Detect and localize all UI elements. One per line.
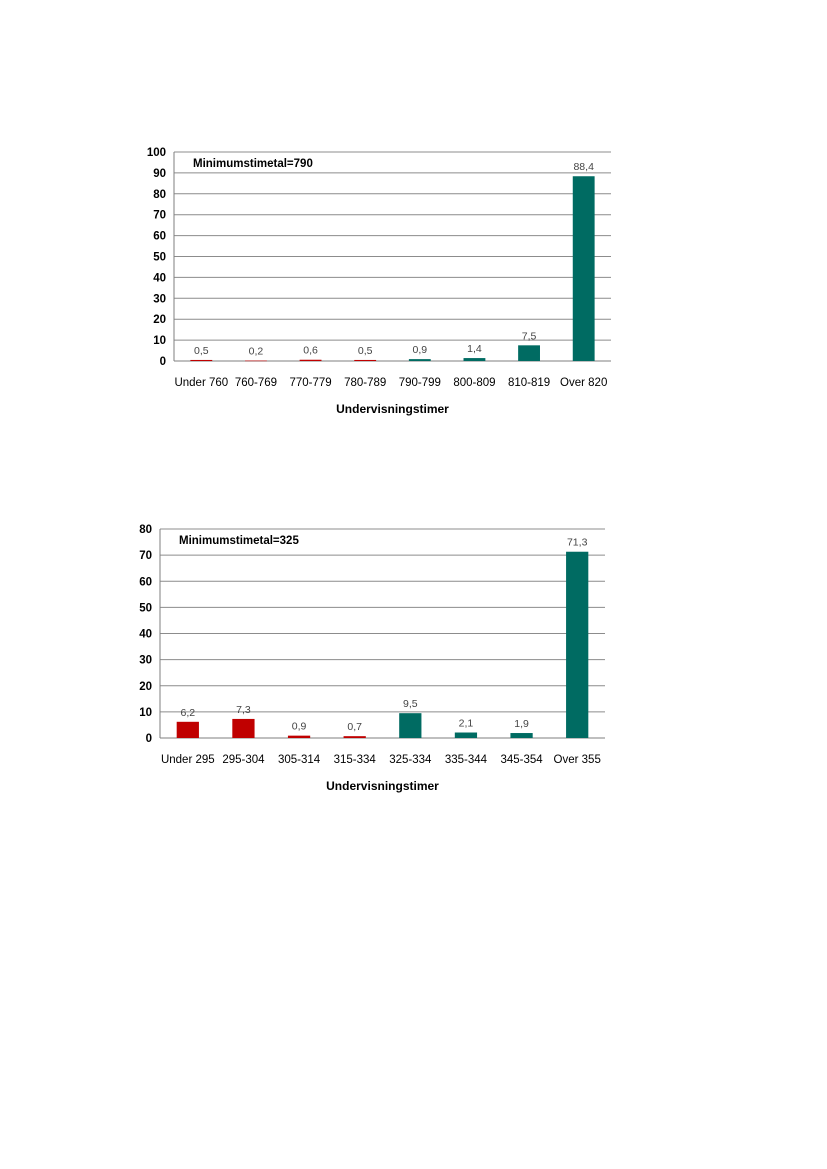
y-tick-label: 0 (145, 733, 152, 745)
data-label: 0,7 (347, 721, 362, 734)
annotation-minimumstimetal: Minimumstimetal=790 (193, 158, 313, 170)
y-tick-label: 60 (153, 230, 166, 243)
chart-1 (0, 140, 827, 430)
x-tick-label: Under 295 (160, 754, 215, 766)
x-tick-label: 790-799 (398, 377, 441, 389)
data-label: 6,2 (180, 706, 196, 719)
x-tick-label: 770-779 (289, 377, 332, 389)
data-label: 7,5 (521, 330, 537, 343)
data-label: 0,6 (303, 344, 318, 357)
x-tick-label: Over 820 (560, 377, 608, 389)
data-label: 88,4 (573, 161, 594, 174)
y-tick-label: 70 (153, 209, 166, 222)
y-tick-label: 20 (153, 314, 166, 327)
bar (177, 722, 199, 738)
x-tick-label: 315-334 (333, 754, 376, 766)
x-tick-label: 810-819 (507, 377, 551, 389)
x-tick-label: 295-304 (222, 754, 265, 766)
y-tick-label: 10 (153, 335, 166, 348)
y-tick-label: 50 (139, 602, 152, 615)
data-label: 71,3 (566, 536, 588, 549)
bar (245, 361, 267, 362)
x-axis-title: Undervisningstimer (336, 402, 449, 416)
data-label: 1,9 (514, 718, 529, 731)
x-axis-title: Undervisningstimer (326, 779, 439, 793)
bar (288, 736, 310, 738)
x-tick-label: 760-769 (234, 377, 278, 389)
data-label: 2,1 (458, 717, 474, 730)
y-tick-label: 80 (153, 188, 166, 201)
x-tick-label: 305-314 (277, 754, 321, 766)
data-label: 0,5 (357, 344, 373, 357)
y-tick-label: 40 (139, 628, 152, 641)
y-tick-label: 30 (153, 293, 166, 306)
x-tick-label: Over 355 (553, 754, 601, 766)
bar (518, 345, 540, 361)
y-tick-label: 90 (153, 167, 166, 180)
x-tick-label: Under 760 (174, 377, 229, 389)
data-label: 7,3 (236, 703, 251, 716)
bar (354, 360, 376, 361)
chart-2 (0, 518, 827, 808)
bar (232, 719, 254, 738)
y-tick-label: 70 (139, 550, 152, 563)
bar (455, 733, 477, 738)
data-label: 0,2 (248, 345, 264, 358)
x-tick-label: 345-354 (500, 754, 543, 766)
bar (399, 713, 421, 738)
y-tick-label: 0 (159, 356, 166, 368)
data-label: 0,9 (412, 344, 428, 357)
y-tick-label: 60 (139, 576, 152, 589)
bar (409, 359, 431, 361)
x-tick-label: 335-344 (444, 754, 488, 766)
chart-2-svg (0, 518, 827, 808)
y-tick-label: 80 (139, 524, 152, 536)
y-tick-label: 20 (139, 680, 152, 693)
y-tick-label: 40 (153, 272, 166, 285)
y-tick-label: 50 (153, 251, 166, 264)
data-label: 1,4 (467, 343, 482, 356)
data-label: 0,5 (194, 344, 209, 357)
bar (190, 360, 212, 361)
x-tick-label: 800-809 (453, 377, 496, 389)
chart-1-svg (0, 140, 827, 430)
y-tick-label: 30 (139, 654, 152, 667)
x-tick-label: 325-334 (389, 754, 432, 766)
y-tick-label: 100 (146, 147, 166, 159)
data-label: 0,9 (291, 720, 307, 733)
bar (510, 733, 532, 738)
bar (464, 358, 486, 361)
annotation-minimumstimetal: Minimumstimetal=325 (179, 535, 299, 547)
bar (300, 360, 322, 361)
y-tick-label: 10 (139, 706, 152, 719)
data-label: 9,5 (403, 698, 418, 711)
bar (344, 736, 366, 738)
bar (566, 552, 588, 738)
x-tick-label: 780-789 (344, 377, 387, 389)
bar (573, 176, 595, 361)
